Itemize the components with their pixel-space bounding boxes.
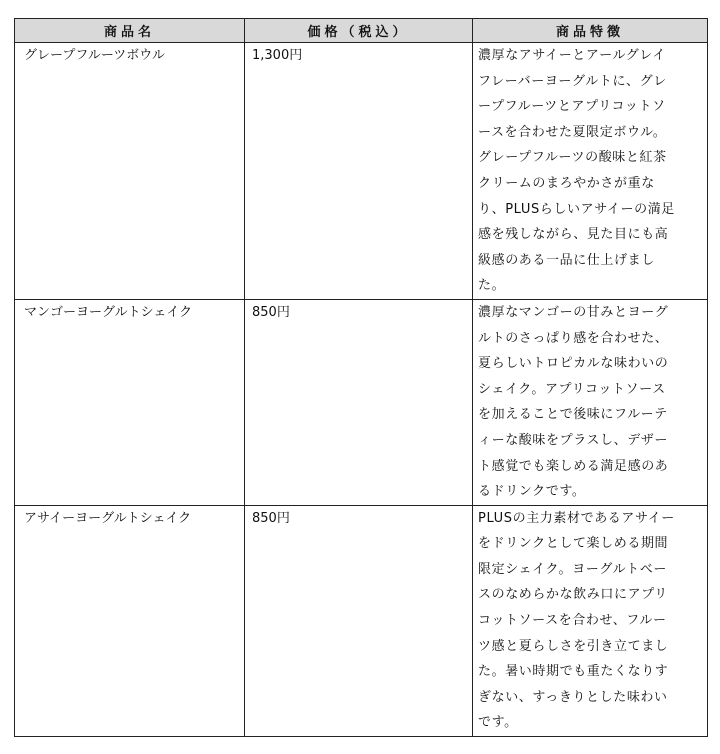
feature-text-line: フレーバーヨーグルトに、グレ bbox=[478, 73, 667, 89]
product-feature-cell bbox=[473, 43, 708, 300]
price-cell: 850円 bbox=[245, 505, 473, 736]
product-feature-cell bbox=[473, 505, 708, 736]
feature-text-line: 濃厚なアサイーとアールグレイ bbox=[478, 48, 666, 63]
feature-text-line: た。 bbox=[478, 278, 506, 294]
header-product-features: 商品特徴 bbox=[473, 19, 708, 43]
header-product-name: 商品名 bbox=[15, 19, 245, 43]
feature-text-line: 夏らしいトロピカルな味わいの bbox=[478, 356, 669, 372]
feature-text-line: スのなめらかな飲み口にアプリ bbox=[478, 587, 668, 603]
header-price: 価格（税込） bbox=[245, 19, 473, 43]
product-name-cell: アサイーヨーグルトシェイク bbox=[15, 505, 245, 736]
product-name-cell: グレープフルーツボウル bbox=[15, 43, 245, 300]
feature-text-line: を加えることで後味にフルーテ bbox=[478, 407, 668, 423]
feature-text-line: ースを合わせた夏限定ボウル。 bbox=[478, 124, 667, 140]
feature-text-line: クリームのまろやかさが重な bbox=[478, 175, 655, 191]
price-cell: 850円 bbox=[245, 299, 473, 505]
feature-text-line: 濃厚なマンゴーの甘みとヨーグ bbox=[478, 304, 669, 320]
feature-text-line: PLUSの主力素材であるアサイー bbox=[478, 510, 675, 526]
table-row bbox=[15, 43, 708, 300]
price-cell: 1,300円 bbox=[245, 43, 473, 300]
feature-text-line: 感を残しながら、見た目にも高 bbox=[478, 227, 669, 243]
feature-text-line: です。 bbox=[478, 715, 518, 731]
feature-text-line: ト感覚でも楽しめる満足感のあ bbox=[478, 458, 669, 474]
table-body bbox=[15, 43, 708, 737]
feature-text-line: ツ感と夏らしさを引き立てまし bbox=[478, 638, 669, 654]
feature-text-line: た。暑い時期でも重たくなりす bbox=[478, 664, 669, 680]
table-row bbox=[15, 299, 708, 505]
feature-text-line: をドリンクとして楽しめる期間 bbox=[478, 536, 669, 552]
table-row bbox=[15, 505, 708, 736]
feature-text-line: ープフルーツとアプリコットソ bbox=[478, 99, 666, 115]
product-feature-cell bbox=[473, 299, 708, 505]
feature-text-line: コットソースを合わせ、フルー bbox=[478, 613, 667, 629]
table-header-row bbox=[15, 19, 708, 43]
feature-text-line: グレープフルーツの酸味と紅茶 bbox=[478, 150, 667, 166]
feature-text-line: 限定シェイク。ヨーグルトベー bbox=[478, 561, 667, 577]
feature-text-line: るドリンクです。 bbox=[478, 484, 586, 500]
feature-text-line: 級感のある一品に仕上げまし bbox=[478, 252, 655, 268]
feature-text-line: シェイク。アプリコットソース bbox=[478, 381, 666, 397]
feature-text-line: ルトのさっぱり感を合わせた、 bbox=[478, 330, 669, 346]
product-name-cell: マンゴーヨーグルトシェイク bbox=[15, 299, 245, 505]
feature-text-line: ィーな酸味をプラスし、デザー bbox=[478, 432, 669, 448]
feature-text-line: り、PLUSらしいアサイーの満足 bbox=[478, 201, 675, 217]
product-table bbox=[14, 18, 708, 737]
feature-text-line: ぎない、すっきりとした味わい bbox=[478, 689, 668, 705]
